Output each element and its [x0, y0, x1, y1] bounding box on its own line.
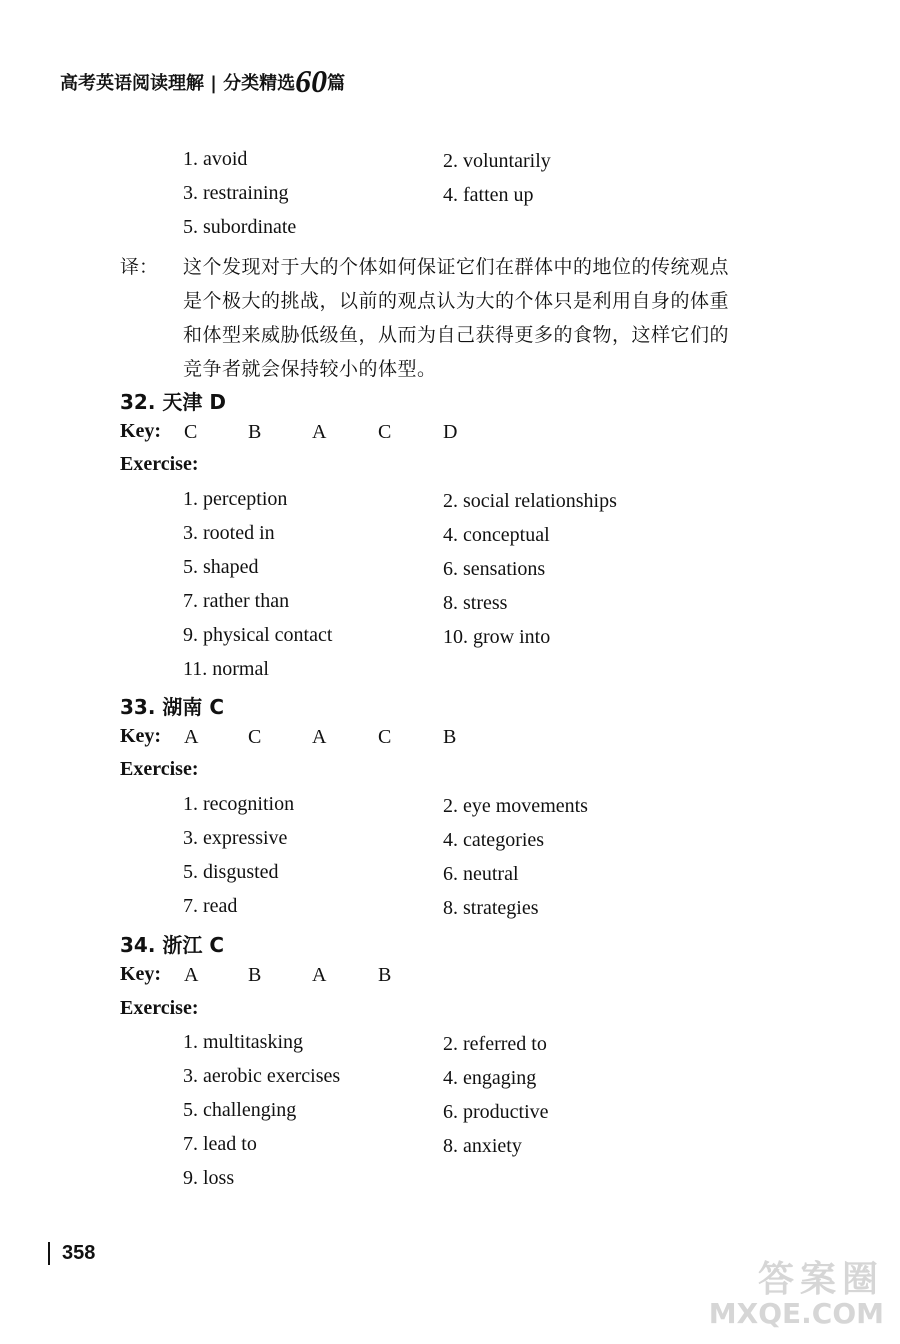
list-item: 10. grow into: [443, 626, 551, 648]
list-item: 3. rooted in: [183, 522, 275, 544]
key-label: Key:: [120, 963, 162, 985]
list-item: 6. productive: [443, 1101, 549, 1123]
answer: C: [378, 421, 392, 443]
page-number: 358: [48, 1242, 95, 1265]
answer: A: [312, 964, 327, 986]
watermark-cn: 答案圈: [757, 1259, 884, 1300]
answer: C: [378, 726, 392, 748]
exercise-label: Exercise:: [120, 997, 199, 1019]
answer: A: [312, 421, 327, 443]
header-suffix: 篇: [327, 73, 346, 94]
answer: B: [378, 964, 392, 986]
list-item: 1. multitasking: [183, 1031, 303, 1053]
list-item: 8. anxiety: [443, 1135, 522, 1157]
list-item: 8. stress: [443, 592, 508, 614]
answer: A: [312, 726, 327, 748]
list-item: 4. engaging: [443, 1067, 537, 1089]
list-item: 1. avoid: [183, 148, 248, 170]
translation-line: 是个极大的挑战，以前的观点认为大的个体只是利用自身的体重: [183, 290, 730, 312]
answer: B: [248, 964, 262, 986]
key-label: Key:: [120, 725, 162, 747]
translation-label: 译：: [120, 256, 159, 278]
list-item: 2. voluntarily: [443, 150, 551, 172]
answer: B: [248, 421, 262, 443]
answer: D: [443, 421, 458, 443]
list-item: 5. disgusted: [183, 861, 279, 883]
list-item: 5. shaped: [183, 556, 259, 578]
answer: A: [184, 964, 199, 986]
header-title: 高考英语阅读理解 | 分类精选: [60, 73, 296, 94]
answer: A: [184, 726, 199, 748]
list-item: 4. conceptual: [443, 524, 550, 546]
list-item: 9. loss: [183, 1167, 235, 1189]
watermark-url: MXQE.COM: [708, 1297, 884, 1330]
key-label: Key:: [120, 420, 162, 442]
section-heading: 32. 天津 D: [120, 390, 226, 414]
translation-line: 竞争者就会保持较小的体型。: [183, 358, 437, 380]
list-item: 2. referred to: [443, 1033, 547, 1055]
exercise-label: Exercise:: [120, 453, 199, 475]
answer: B: [443, 726, 457, 748]
list-item: 2. social relationships: [443, 490, 617, 512]
header-number: 60: [295, 63, 328, 99]
translation-line: 和体型来威胁低级鱼，从而为自己获得更多的食物，这样它们的: [183, 324, 730, 346]
answer: C: [248, 726, 262, 748]
list-item: 9. physical contact: [183, 624, 333, 646]
answer: C: [184, 421, 198, 443]
list-item: 1. recognition: [183, 793, 295, 815]
exercise-label: Exercise:: [120, 758, 199, 780]
list-item: 7. lead to: [183, 1133, 257, 1155]
list-item: 7. read: [183, 895, 238, 917]
watermark: [708, 1259, 884, 1330]
list-item: 4. fatten up: [443, 184, 534, 206]
list-item: 4. categories: [443, 829, 545, 851]
list-item: 5. subordinate: [183, 216, 297, 238]
list-item: 11. normal: [183, 658, 269, 680]
list-item: 3. restraining: [183, 182, 289, 204]
list-item: 3. expressive: [183, 827, 288, 849]
list-item: 1. perception: [183, 488, 288, 510]
section-heading: 34. 浙江 C: [120, 933, 225, 957]
list-item: 2. eye movements: [443, 795, 588, 817]
section-heading: 33. 湖南 C: [120, 695, 225, 719]
list-item: 6. neutral: [443, 863, 519, 885]
list-item: 5. challenging: [183, 1099, 297, 1121]
list-item: 7. rather than: [183, 590, 290, 612]
running-header: [60, 60, 345, 97]
list-item: 6. sensations: [443, 558, 546, 580]
list-item: 8. strategies: [443, 897, 539, 919]
translation-line: 这个发现对于大的个体如何保证它们在群体中的地位的传统观点: [183, 256, 730, 278]
list-item: 3. aerobic exercises: [183, 1065, 341, 1087]
